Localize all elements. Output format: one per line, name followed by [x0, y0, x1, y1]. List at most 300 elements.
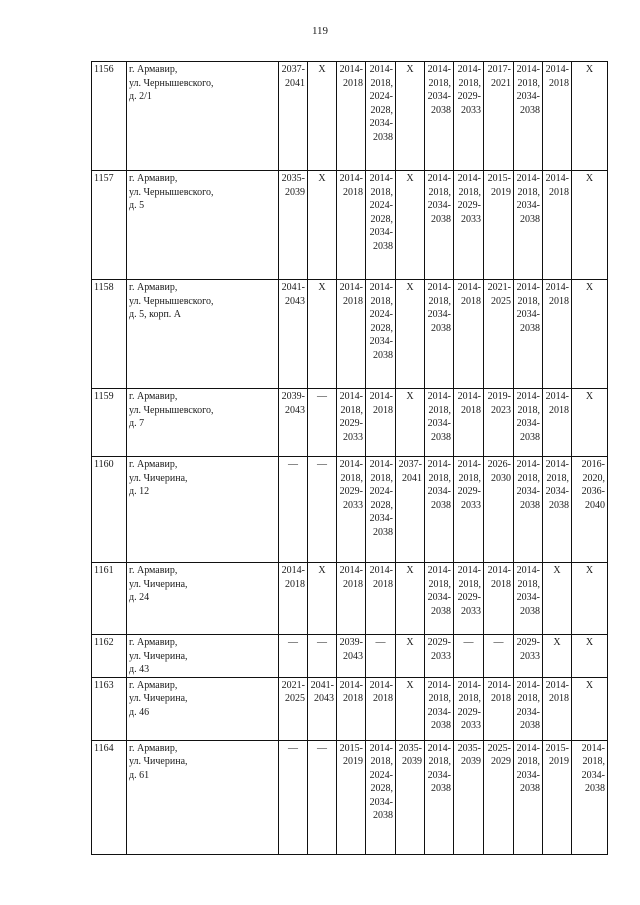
period-line: 2018, — [517, 756, 540, 767]
period-line: 2028, — [370, 213, 393, 225]
period-cell — [514, 389, 543, 457]
row-number: 1160 — [94, 459, 114, 470]
period-cell — [366, 563, 396, 635]
period-line: 2038 — [520, 720, 540, 731]
period-line: 2033 — [461, 499, 481, 511]
period-line: 2034- — [369, 118, 393, 129]
period-line: 2041- — [281, 282, 305, 293]
period-cell — [543, 171, 572, 280]
period-line: 2018, — [370, 756, 393, 767]
address-line: г. Армавир, — [129, 391, 178, 402]
address-cell — [127, 635, 279, 678]
period-cell — [366, 171, 396, 280]
period-line: 2025 — [491, 295, 511, 307]
period-line: X — [585, 679, 594, 691]
period-line: 2018 — [343, 77, 363, 89]
row-number-cell — [92, 740, 127, 854]
period-line: 2034- — [516, 769, 540, 781]
period-line: 2039 — [402, 756, 422, 767]
period-line: 2028, — [370, 322, 393, 334]
period-line: 2019- — [487, 391, 511, 402]
period-line: 2018, — [458, 77, 481, 89]
period-cell — [514, 635, 543, 678]
row-number-cell — [92, 389, 127, 457]
period-line: 2041- — [310, 679, 334, 691]
period-cell — [308, 635, 337, 678]
period-line: 2014- — [339, 679, 363, 691]
period-line: 2016- — [581, 459, 605, 470]
period-cell — [425, 171, 454, 280]
period-line: 2014- — [339, 459, 363, 470]
period-cell — [484, 563, 514, 635]
period-line: 2034- — [369, 227, 393, 238]
period-cell — [308, 389, 337, 457]
period-cell — [454, 62, 484, 171]
period-line: 2018, — [340, 404, 363, 416]
table-body — [92, 62, 608, 855]
period-line: 2018, — [582, 756, 605, 767]
period-line: 2036- — [581, 486, 605, 497]
period-cell — [484, 62, 514, 171]
period-line: 2018 — [373, 578, 393, 590]
period-line: 2026- — [487, 459, 511, 470]
period-line: 2039 — [285, 186, 305, 198]
period-line: 2014- — [516, 391, 540, 402]
period-line: 2033 — [520, 650, 540, 662]
period-cell — [308, 280, 337, 389]
period-line: 2034- — [427, 592, 451, 603]
period-line: 2034- — [516, 592, 540, 603]
row-number-cell — [92, 677, 127, 740]
period-line: 2037- — [281, 64, 305, 75]
period-line: 2014- — [339, 391, 363, 402]
period-line: 2043 — [343, 650, 363, 662]
period-line: 2018 — [343, 186, 363, 198]
address-line: г. Армавир, — [129, 64, 178, 75]
period-line: 2014- — [516, 282, 540, 293]
period-line: 2038 — [431, 605, 451, 617]
period-cell — [279, 280, 308, 389]
period-line: 2018, — [517, 404, 540, 416]
period-line: — — [317, 391, 327, 402]
period-line: 2021 — [491, 77, 511, 89]
period-line: 2038 — [373, 349, 393, 361]
period-line: 2018, — [517, 186, 540, 198]
period-cell — [396, 389, 425, 457]
period-line: 2018, — [340, 472, 363, 484]
period-cell — [425, 389, 454, 457]
period-line: 2038 — [431, 499, 451, 511]
address-cell — [127, 280, 279, 389]
address-cell — [127, 457, 279, 563]
period-cell — [572, 62, 608, 171]
period-line: 2015- — [487, 173, 511, 184]
period-line: X — [318, 64, 326, 75]
period-line: 2038 — [549, 499, 569, 511]
period-line: — — [317, 742, 327, 754]
period-line: X — [406, 565, 414, 576]
period-line: 2029- — [457, 91, 481, 102]
period-line: 2018, — [517, 472, 540, 484]
period-line: 2018 — [549, 693, 569, 704]
period-line: 2018 — [549, 295, 569, 307]
address-line: г. Армавир, — [129, 637, 178, 648]
period-cell — [366, 740, 396, 854]
period-cell — [454, 389, 484, 457]
period-line: X — [318, 282, 326, 293]
period-cell — [337, 740, 366, 854]
period-line: 2034- — [516, 418, 540, 429]
period-line: 2018 — [491, 693, 511, 704]
period-cell — [366, 389, 396, 457]
period-line: 2014- — [516, 742, 540, 754]
period-cell — [396, 563, 425, 635]
period-cell — [514, 280, 543, 389]
period-line: 2043 — [285, 295, 305, 307]
period-line: 2024- — [369, 91, 393, 102]
period-line: 2018, — [458, 693, 481, 704]
period-cell — [308, 62, 337, 171]
period-cell — [425, 677, 454, 740]
period-line: X — [406, 64, 414, 75]
period-cell — [425, 457, 454, 563]
period-line: 2038 — [373, 131, 393, 143]
row-number-cell — [92, 62, 127, 171]
period-cell — [454, 740, 484, 854]
period-line: 2018, — [517, 77, 540, 89]
period-cell — [484, 740, 514, 854]
period-line: 2018, — [517, 693, 540, 704]
period-line: 2033 — [343, 431, 363, 443]
period-line: 2025- — [487, 742, 511, 754]
period-line: 2029- — [339, 418, 363, 429]
period-cell — [337, 171, 366, 280]
period-line: 2018 — [461, 404, 481, 416]
period-line: 2014- — [545, 679, 569, 691]
period-line: 2018 — [343, 295, 363, 307]
period-cell — [484, 389, 514, 457]
period-cell — [572, 389, 608, 457]
period-line: 2038 — [373, 810, 393, 821]
period-line: 2018, — [517, 578, 540, 590]
period-cell — [484, 635, 514, 678]
period-line: 2014- — [369, 391, 393, 402]
period-line: 2014- — [457, 282, 481, 293]
period-line: 2028, — [370, 104, 393, 116]
period-line: 2014- — [339, 282, 363, 293]
address-line: д. 5 — [129, 200, 145, 211]
period-line: 2038 — [431, 431, 451, 443]
period-line: 2043 — [314, 693, 334, 704]
period-line: 2014- — [545, 173, 569, 184]
period-line: 2014- — [457, 64, 481, 75]
period-line: 2014- — [457, 391, 481, 402]
period-line: 2033 — [461, 104, 481, 116]
period-line: 2014- — [427, 742, 451, 754]
period-line: 2018 — [373, 693, 393, 704]
period-line: — — [493, 637, 504, 648]
period-line: 2041 — [285, 77, 305, 89]
period-cell — [308, 740, 337, 854]
period-line: 2035- — [281, 173, 305, 184]
period-line: 2041 — [402, 472, 422, 484]
period-line: 2014- — [427, 565, 451, 576]
period-line: 2034- — [516, 486, 540, 497]
period-line: 2038 — [520, 322, 540, 334]
address-line: д. 7 — [129, 418, 145, 429]
period-line: 2014- — [427, 391, 451, 402]
row-number: 1163 — [94, 679, 114, 691]
period-line: 2018, — [370, 472, 393, 484]
period-line: 2038 — [520, 605, 540, 617]
period-cell — [514, 740, 543, 854]
period-line: 2034- — [427, 486, 451, 497]
address-cell — [127, 740, 279, 854]
period-line: 2014- — [516, 565, 540, 576]
period-cell — [454, 280, 484, 389]
period-line: 2018 — [549, 186, 569, 198]
period-line: 2033 — [343, 499, 363, 511]
period-line: 2024- — [369, 309, 393, 320]
period-cell — [543, 677, 572, 740]
period-cell — [279, 389, 308, 457]
period-cell — [572, 171, 608, 280]
period-line: 2014- — [369, 282, 393, 293]
period-line: 2039- — [281, 391, 305, 402]
period-line: 2018, — [428, 472, 451, 484]
period-line: X — [585, 173, 594, 184]
period-line: 2034- — [369, 336, 393, 347]
row-number: 1158 — [94, 282, 114, 293]
period-cell — [514, 171, 543, 280]
row-number-cell — [92, 171, 127, 280]
period-cell — [514, 62, 543, 171]
period-cell — [572, 677, 608, 740]
period-line: X — [585, 637, 594, 648]
period-cell — [396, 62, 425, 171]
period-cell — [484, 171, 514, 280]
period-line: 2029- — [457, 200, 481, 211]
period-line: 2014- — [516, 64, 540, 75]
address-line: ул. Чернышевского, — [129, 404, 214, 416]
period-line: 2038 — [585, 783, 605, 794]
period-cell — [572, 563, 608, 635]
address-line: ул. Чичерина, — [129, 472, 188, 484]
period-line: 2021- — [487, 282, 511, 293]
period-cell — [337, 62, 366, 171]
period-line: 2034- — [427, 309, 451, 320]
period-line: 2014- — [369, 565, 393, 576]
period-line: 2038 — [373, 526, 393, 538]
address-cell — [127, 389, 279, 457]
period-line: 2028, — [370, 499, 393, 511]
period-line: 2015- — [339, 742, 363, 754]
period-cell — [279, 635, 308, 678]
period-line: 2014- — [427, 64, 451, 75]
address-cell — [127, 677, 279, 740]
period-line: 2043 — [285, 404, 305, 416]
period-line: 2014- — [427, 459, 451, 470]
address-line: ул. Чичерина, — [129, 650, 188, 662]
period-line: — — [317, 459, 327, 470]
period-cell — [543, 280, 572, 389]
period-line: 2024- — [369, 769, 393, 781]
period-line: 2038 — [520, 431, 540, 443]
period-line: 2034- — [427, 418, 451, 429]
period-line: 2034- — [516, 706, 540, 718]
period-line: 2033 — [431, 650, 451, 662]
row-number: 1161 — [94, 565, 114, 576]
table-row — [92, 280, 608, 389]
period-cell — [279, 62, 308, 171]
period-line: 2033 — [461, 720, 481, 731]
period-line: 2034- — [581, 769, 605, 781]
address-line: д. 12 — [129, 486, 150, 497]
period-line: 2014- — [339, 565, 363, 576]
period-line: 2018 — [461, 295, 481, 307]
period-line: 2014- — [516, 459, 540, 470]
period-line: 2014- — [545, 459, 569, 470]
period-line: 2038 — [520, 104, 540, 116]
period-line: 2034- — [369, 513, 393, 524]
period-cell — [484, 280, 514, 389]
period-cell — [396, 635, 425, 678]
period-line: 2018, — [370, 77, 393, 89]
period-cell — [279, 677, 308, 740]
period-cell — [484, 677, 514, 740]
period-cell — [308, 171, 337, 280]
table-row — [92, 677, 608, 740]
row-number: 1164 — [94, 742, 114, 754]
period-line: 2034- — [516, 91, 540, 102]
period-cell — [425, 280, 454, 389]
period-cell — [514, 677, 543, 740]
period-line: 2014- — [339, 64, 363, 75]
period-line: X — [585, 565, 594, 576]
period-line: 2030 — [491, 472, 511, 484]
period-cell — [454, 563, 484, 635]
period-line: — — [375, 637, 386, 648]
period-line: 2038 — [431, 322, 451, 334]
period-cell — [543, 62, 572, 171]
period-line: 2018 — [491, 578, 511, 590]
period-line: 2039 — [461, 756, 481, 767]
period-cell — [279, 457, 308, 563]
period-line: 2014- — [457, 565, 481, 576]
period-line: 2034- — [516, 309, 540, 320]
address-line: г. Армавир, — [129, 742, 178, 754]
table-row — [92, 635, 608, 678]
period-line: 2038 — [431, 720, 451, 731]
address-line: ул. Чичерина, — [129, 693, 188, 704]
period-cell — [396, 677, 425, 740]
period-line: 2017- — [487, 64, 511, 75]
period-line: 2014- — [487, 565, 511, 576]
period-line: 2018, — [428, 578, 451, 590]
period-cell — [279, 171, 308, 280]
row-number: 1159 — [94, 391, 114, 402]
period-line: 2018, — [370, 186, 393, 198]
period-line: X — [406, 173, 414, 184]
address-line: д. 24 — [129, 592, 150, 603]
period-line: X — [406, 637, 414, 648]
period-line: 2014- — [339, 173, 363, 184]
period-line: 2018, — [428, 77, 451, 89]
period-line: 2038 — [431, 213, 451, 225]
period-line: 2018, — [428, 295, 451, 307]
period-line: 2014- — [427, 173, 451, 184]
address-line: д. 2/1 — [129, 91, 152, 102]
period-line: 2014- — [457, 459, 481, 470]
period-line: 2018, — [428, 756, 451, 767]
row-number: 1157 — [94, 173, 114, 184]
period-line: 2038 — [520, 783, 540, 794]
address-line: г. Армавир, — [129, 679, 178, 691]
period-line: 2034- — [427, 91, 451, 102]
period-cell — [279, 740, 308, 854]
period-line: 2014- — [545, 64, 569, 75]
address-line: д. 43 — [129, 664, 150, 675]
period-line: 2014- — [545, 391, 569, 402]
period-line: 2034- — [427, 706, 451, 718]
period-cell — [572, 457, 608, 563]
period-cell — [543, 635, 572, 678]
row-number-cell — [92, 635, 127, 678]
period-cell — [308, 563, 337, 635]
period-cell — [543, 563, 572, 635]
period-line: 2018, — [428, 404, 451, 416]
period-cell — [572, 635, 608, 678]
table-row — [92, 457, 608, 563]
period-line: X — [406, 679, 414, 691]
period-line: X — [585, 391, 594, 402]
period-line: 2021- — [281, 679, 305, 691]
table-row — [92, 62, 608, 171]
period-line: 2029- — [457, 706, 481, 718]
period-cell — [366, 280, 396, 389]
period-cell — [454, 171, 484, 280]
period-line: X — [553, 565, 561, 576]
period-cell — [454, 677, 484, 740]
period-line: 2014- — [516, 679, 540, 691]
period-line: 2029 — [491, 756, 511, 767]
period-line: — — [463, 637, 474, 648]
period-cell — [396, 171, 425, 280]
period-line: 2018, — [428, 186, 451, 198]
period-cell — [396, 457, 425, 563]
period-cell — [454, 635, 484, 678]
period-cell — [425, 563, 454, 635]
period-line: — — [317, 637, 327, 648]
period-line: 2034- — [545, 486, 569, 497]
period-line: X — [585, 64, 594, 75]
period-line: 2018, — [458, 186, 481, 198]
period-cell — [514, 457, 543, 563]
period-cell — [366, 635, 396, 678]
period-line: 2033 — [461, 605, 481, 617]
address-line: д. 5, корп. А — [129, 309, 182, 320]
address-line: г. Армавир, — [129, 173, 178, 184]
period-cell — [425, 62, 454, 171]
period-line: 2029- — [427, 637, 451, 648]
period-cell — [337, 677, 366, 740]
row-number-cell — [92, 563, 127, 635]
period-line: 2014- — [369, 459, 393, 470]
period-line: 2018 — [549, 77, 569, 89]
period-cell — [514, 563, 543, 635]
period-line: 2020, — [582, 472, 605, 484]
period-line: 2037- — [398, 459, 422, 470]
